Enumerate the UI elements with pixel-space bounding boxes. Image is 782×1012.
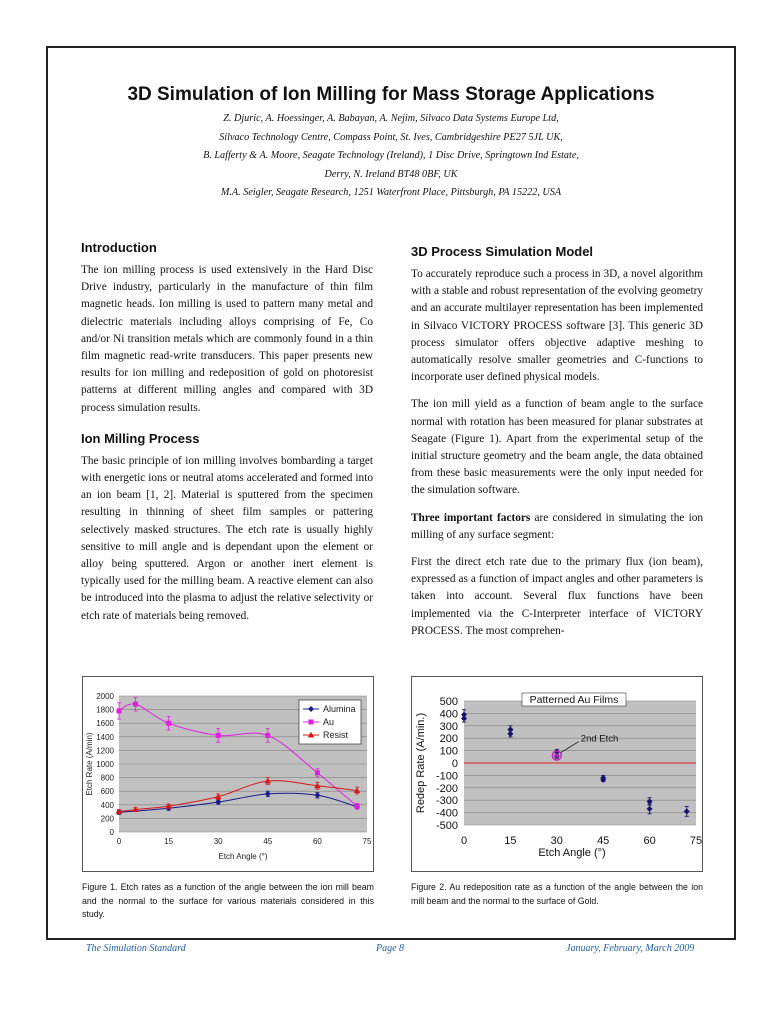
y-tick-label: 0 bbox=[451, 758, 458, 770]
section-heading-introduction: Introduction bbox=[81, 240, 157, 255]
figure-2-frame bbox=[411, 676, 703, 872]
ion-milling-text: The basic principle of ion milling involves bombarding a target with energetic ions or neutral atoms accelerated and formed into an ion beam [1, 2]. Material is sputtered from the specimen resulting in thinning of sheet film samples or pattering selectively masked structures. The etch rate is usually highly sensitive to mill angle and is dependant upon the element or alloy being sputtered. Argon or another inert element is typically used for the milling beam. A reactive element can also be introduced into the plasma to adjust the relative selectivity or etch rate of materials being removed. bbox=[81, 454, 373, 622]
y-tick-label: -200 bbox=[435, 782, 458, 795]
y-tick-label: -500 bbox=[435, 820, 458, 832]
x-tick-label: 0 bbox=[460, 835, 468, 847]
model-paragraph: The ion mill yield as a function of beam angle to the surface normal with rotation has been measured for planar substrates at Seagate (Figure 1). Apart from the experimental setup of the initial structure geometry and the beam angle, the data obtained from these basic measurements were the only input needed for the simulation software. bbox=[411, 398, 703, 497]
y-tick-label: 200 bbox=[439, 733, 458, 746]
x-tick-label: 15 bbox=[164, 837, 174, 846]
y-axis-title: Etch Rate (A/min) bbox=[85, 732, 94, 796]
figure-1-caption: Figure 1. Etch rates as a function of the angle between the ion mill beam and the normal to the surface for various materials considered in this study. bbox=[82, 882, 374, 919]
redeposition-chart bbox=[412, 677, 702, 871]
chart-title: Patterned Au Films bbox=[529, 694, 619, 706]
paper-title: 3D Simulation of Ion Milling for Mass Storage Applications bbox=[127, 84, 655, 105]
data-point-au bbox=[216, 733, 221, 738]
left-column bbox=[81, 240, 373, 635]
y-tick-label: -300 bbox=[435, 795, 458, 808]
introduction-text: The ion milling process is used extensively in the Hard Disc Drive industry, particularly in the manufacture of thin film magnetic heads. Ion milling is used to pattern many metal and dielectric materials including alloys comprising of Fe, Co and/or Ni transition metals which are commonly found in a thin film magnetic read-write transducers. This paper presents new results for ion milling and redeposition of gold on photoresist patterns at different milling angles and compared with 3D process simulation results. bbox=[81, 264, 373, 414]
y-tick-label: 600 bbox=[100, 787, 114, 797]
footer-publication: The Simulation Standard bbox=[86, 943, 186, 954]
paragraph-text: are considered in simulating the ion milling of any surface segment: bbox=[411, 511, 704, 541]
y-axis-title: Redep Rate (A/min.) bbox=[415, 712, 427, 814]
x-tick-label: 45 bbox=[263, 837, 273, 846]
footer-page-number: Page 8 bbox=[376, 943, 405, 954]
emphasis-text: Three important factors bbox=[411, 511, 531, 524]
x-tick-label: 75 bbox=[689, 835, 702, 847]
model-paragraph: First the direct etch rate due to the primary flux (ion beam), expressed as a function of impact angles and other parameters is taken into account. Several flux functions have been implemented via the C-Interpreter interface of VICTORY PROCESS. The most comprehen- bbox=[411, 556, 703, 637]
x-tick-label: 15 bbox=[504, 835, 517, 847]
y-tick-label: 2000 bbox=[96, 692, 114, 701]
figure-1-frame bbox=[82, 676, 374, 872]
y-tick-label: 1000 bbox=[96, 760, 114, 769]
legend-label: Alumina bbox=[323, 704, 356, 714]
data-point-au bbox=[133, 702, 138, 707]
author-line: B. Lafferty & A. Moore, Seagate Technology (Ireland), 1 Disc Drive, Springtown Ind Estate, bbox=[203, 150, 579, 161]
author-line: M.A. Seigler, Seagate Research, 1251 Waterfront Place, Pittsburgh, PA 15222, USA bbox=[220, 187, 562, 198]
data-point-au bbox=[315, 770, 320, 775]
x-tick-label: 0 bbox=[116, 837, 122, 846]
y-tick-label: 500 bbox=[439, 696, 458, 708]
etch-rate-chart bbox=[83, 677, 373, 871]
y-tick-label: 400 bbox=[439, 708, 458, 721]
x-axis-title: Etch Angle (°) bbox=[538, 847, 606, 859]
highlight-point bbox=[555, 754, 559, 758]
model-paragraph bbox=[411, 510, 703, 544]
right-column bbox=[411, 244, 703, 650]
x-tick-label: 60 bbox=[312, 837, 322, 846]
x-axis-title: Etch Angle (°) bbox=[218, 852, 268, 861]
y-tick-label: 1200 bbox=[96, 746, 114, 756]
x-tick-label: 30 bbox=[213, 837, 223, 846]
y-tick-label: -400 bbox=[435, 807, 458, 820]
model-paragraph: To accurately reproduce such a process in 3D, a novel algorithm with a stable and robust representation of the evolving geometry and an accurate multilayer representation has been implemented in Silvaco VICTORY PROCESS software [3]. This generic 3D process simulator offers objective adaptive meshing to automatically resolve smaller geometries and C-functions to incorporate user defined physical models. bbox=[411, 268, 703, 384]
y-tick-label: 0 bbox=[109, 828, 114, 837]
x-tick-label: 75 bbox=[362, 837, 372, 846]
section-heading-simulation-model: 3D Process Simulation Model bbox=[411, 244, 594, 259]
legend-label: Resist bbox=[323, 730, 349, 740]
y-tick-label: 800 bbox=[100, 773, 114, 783]
x-tick-label: 45 bbox=[597, 835, 610, 847]
author-block bbox=[0, 110, 782, 203]
figure-2-caption: Figure 2. Au redeposition rate as a function of the angle between the ion mill beam and the normal to the surface of Gold. bbox=[411, 882, 703, 906]
y-tick-label: 100 bbox=[439, 745, 458, 758]
legend-marker bbox=[309, 720, 314, 725]
section-heading-ion-milling: Ion Milling Process bbox=[81, 430, 200, 446]
footer-date: January, February, March 2009 bbox=[566, 943, 695, 954]
y-tick-label: 1800 bbox=[96, 705, 114, 715]
y-tick-label: -100 bbox=[435, 770, 458, 783]
data-point-au bbox=[117, 708, 122, 713]
y-tick-label: 1400 bbox=[96, 732, 114, 742]
author-line: Silvaco Technology Centre, Compass Point, St. Ives, Cambridgeshire PE27 5JL UK, bbox=[219, 131, 563, 143]
data-point-au bbox=[265, 733, 270, 738]
y-tick-label: 400 bbox=[100, 800, 114, 810]
author-line: Z. Djuric, A. Hoessinger, A. Babayan, A. Nejim, Silvaco Data Systems Europe Ltd, bbox=[223, 113, 559, 124]
legend-label: Au bbox=[323, 717, 335, 727]
data-point-au bbox=[166, 721, 171, 726]
y-tick-label: 200 bbox=[100, 814, 114, 824]
y-tick-label: 1600 bbox=[96, 719, 114, 729]
y-tick-label: 300 bbox=[439, 720, 458, 733]
author-line: Derry, N. Ireland BT48 0BF, UK bbox=[324, 168, 458, 180]
x-tick-label: 60 bbox=[643, 835, 656, 847]
data-point-au bbox=[355, 804, 360, 809]
x-tick-label: 30 bbox=[550, 835, 563, 847]
annotation-label: 2nd Etch bbox=[580, 733, 619, 745]
